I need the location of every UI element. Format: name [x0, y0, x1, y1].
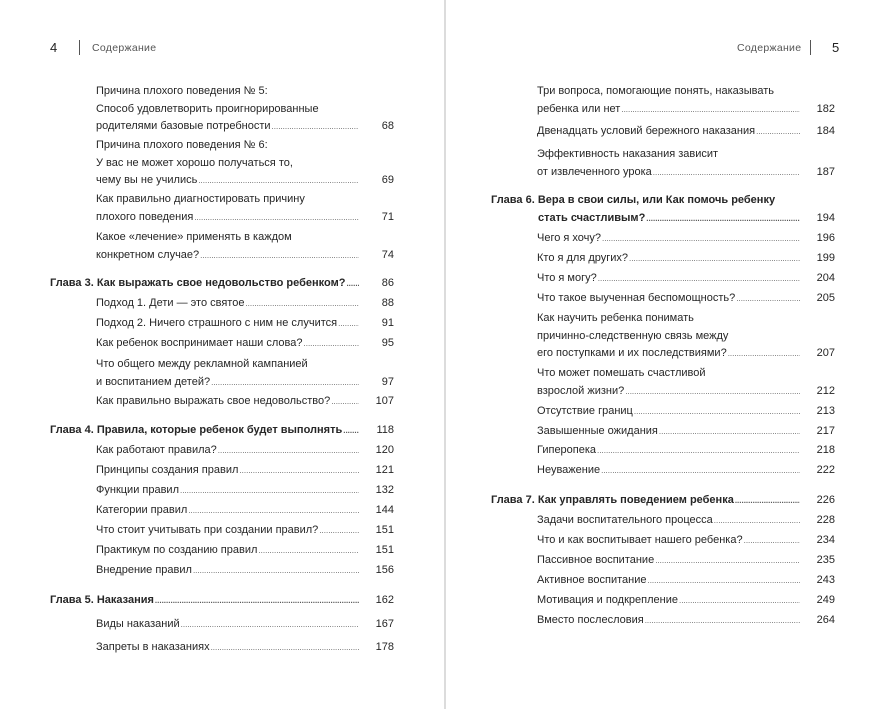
- toc-entry-text-line: плохого поведения: [96, 210, 194, 223]
- toc-entry-text-line: Активное воспитание: [537, 574, 647, 586]
- dot-leader: [180, 482, 359, 500]
- toc-entry-text-line: Отсутствие границ: [537, 405, 633, 417]
- toc-entry-text-line: Принципы создания правил: [96, 464, 239, 476]
- toc-entry-text-line: Что общего между рекламной кампанией: [96, 358, 308, 370]
- toc-chapter-entry: [491, 192, 835, 227]
- dot-leader: [736, 290, 800, 308]
- dot-leader: [629, 250, 800, 268]
- right-page-number: 5: [832, 40, 840, 55]
- toc-entry-text-line: его поступками и их последствиями?: [537, 347, 727, 359]
- dot-leader: [304, 335, 360, 353]
- toc-entry-text-line: Глава 5. Наказания: [50, 594, 154, 606]
- toc-section-entry: [537, 512, 835, 530]
- dot-leader: [728, 345, 800, 363]
- dot-leader: [598, 270, 800, 288]
- toc-page-number: 212: [816, 384, 835, 397]
- toc-section-entry: [537, 552, 835, 570]
- dot-leader: [621, 101, 800, 119]
- book-spine: [444, 0, 446, 709]
- toc-chapter-entry: [50, 275, 394, 293]
- toc-page-number: 91: [381, 317, 394, 329]
- toc-section-entry: [537, 230, 835, 248]
- dot-leader: [634, 403, 800, 421]
- toc-entry-text-line: Неуважение: [537, 464, 601, 476]
- dot-leader: [155, 592, 359, 610]
- right-running-header: Содержание: [737, 42, 802, 54]
- toc-page-number: 218: [816, 444, 835, 456]
- toc-section-entry: [96, 616, 394, 634]
- toc-section-entry: [537, 123, 835, 141]
- toc-entry-text-line: Глава 4. Правила, которые ребенок будет выполнять: [50, 424, 343, 436]
- toc-page-number: 74: [381, 248, 394, 261]
- toc-entry-text-line: Глава 7. Как управлять поведением ребенка: [491, 494, 734, 506]
- toc-entry-text-line: причинно-следственную связь между: [537, 329, 729, 342]
- toc-section-entry: [96, 137, 394, 190]
- toc-section-entry: [537, 83, 835, 118]
- right-header-divider: [810, 40, 811, 55]
- toc-page-number: 97: [381, 375, 394, 388]
- toc-entry-text-line: Как научить ребенка понимать: [537, 312, 694, 324]
- toc-entry-text-line: и воспитанием детей?: [96, 375, 211, 388]
- toc-page-number: 207: [816, 347, 835, 359]
- toc-section-entry: [537, 403, 835, 421]
- toc-page-number: 132: [375, 484, 394, 496]
- dot-leader: [653, 164, 800, 182]
- toc-entry-text-line: Что такое выученная беспомощность?: [537, 292, 736, 304]
- dot-leader: [343, 422, 359, 440]
- toc-page-number: 199: [816, 252, 835, 264]
- toc-entry-text-line: Как правильно выражать свое недовольство?: [96, 395, 331, 407]
- toc-entry-text-line: Практикум по созданию правил: [96, 544, 258, 556]
- dot-leader: [239, 462, 359, 480]
- toc-page-number: 107: [375, 395, 394, 407]
- dot-leader: [194, 209, 359, 227]
- dot-leader: [659, 423, 800, 441]
- dot-leader: [625, 383, 800, 401]
- toc-entry-text-line: Гиперопека: [537, 444, 597, 456]
- toc-section-entry: [96, 335, 394, 353]
- toc-section-entry: [537, 442, 835, 460]
- dot-leader: [756, 123, 800, 141]
- toc-page-number: 205: [816, 292, 835, 304]
- toc-entry-text-line: Двенадцать условий бережного наказания: [537, 125, 756, 137]
- dot-leader: [200, 247, 359, 265]
- toc-section-entry: [96, 542, 394, 560]
- toc-section-entry: [96, 502, 394, 520]
- toc-entry-text-line: стать счастливым?: [538, 211, 646, 224]
- toc-entry-text-line: от извлеченного урока: [537, 165, 652, 178]
- toc-page-number: 151: [375, 544, 394, 556]
- toc-section-entry: [537, 250, 835, 268]
- toc-entry-text-line: Кто я для других?: [537, 252, 629, 264]
- toc-entry-text-line: Мотивация и подкрепление: [537, 594, 678, 606]
- toc-entry-text-line: чему вы не учились: [96, 174, 198, 186]
- dot-leader: [331, 393, 359, 411]
- toc-section-entry: [96, 229, 394, 264]
- toc-chapter-entry: [50, 592, 394, 610]
- toc-page-number: 162: [375, 594, 394, 606]
- toc-page-number: 243: [816, 574, 835, 586]
- toc-section-entry: [96, 191, 394, 226]
- toc-section-entry: [537, 572, 835, 590]
- toc-section-entry: [96, 356, 394, 391]
- left-header-divider: [79, 40, 80, 55]
- toc-section-entry: [537, 462, 835, 480]
- dot-leader: [714, 512, 800, 530]
- toc-section-entry: [96, 295, 394, 313]
- toc-entry-text-line: Чего я хочу?: [537, 232, 602, 244]
- toc-page-number: 121: [375, 464, 394, 476]
- toc-entry-text-line: Как правильно диагностировать причину: [96, 193, 305, 205]
- toc-section-entry: [537, 423, 835, 441]
- toc-page-number: 167: [375, 618, 394, 630]
- toc-entry-text-line: Глава 6. Вера в свои силы, или Как помочь ребенку: [491, 194, 776, 206]
- toc-page-number: 196: [816, 232, 835, 244]
- toc-section-entry: [96, 462, 394, 480]
- toc-page-number: 71: [381, 210, 394, 223]
- toc-page-number: 194: [816, 211, 835, 224]
- toc-section-entry: [537, 592, 835, 610]
- toc-page-number: 226: [816, 494, 835, 506]
- dot-leader: [272, 118, 359, 136]
- toc-section-entry: [537, 270, 835, 288]
- dot-leader: [258, 542, 359, 560]
- dot-leader: [601, 462, 800, 480]
- toc-entry-text-line: Эффективность наказания зависит: [537, 148, 719, 160]
- toc-entry-text-line: Что я могу?: [537, 272, 597, 284]
- dot-leader: [198, 172, 359, 190]
- toc-section-entry: [96, 562, 394, 580]
- toc-entry-text-line: Запреты в наказаниях: [96, 641, 210, 653]
- toc-page-number: 86: [381, 277, 394, 289]
- toc-page-number: 217: [816, 425, 835, 437]
- dot-leader: [597, 442, 800, 460]
- toc-section-entry: [96, 482, 394, 500]
- toc-section-entry: [96, 83, 394, 136]
- toc-entry-text-line: ребенка или нет: [537, 102, 621, 115]
- toc-entry-text-line: Функции правил: [96, 484, 179, 496]
- toc-entry-text-line: Что и как воспитывает нашего ребенка?: [537, 534, 743, 546]
- dot-leader: [602, 230, 800, 248]
- dot-leader: [647, 572, 800, 590]
- toc-section-entry: [537, 146, 835, 181]
- toc-section-entry: [537, 290, 835, 308]
- toc-page-number: 95: [381, 337, 394, 349]
- dot-leader: [679, 592, 800, 610]
- toc-entry-text-line: Категории правил: [96, 504, 188, 516]
- toc-entry-text-line: Что может помешать счастливой: [537, 367, 706, 379]
- dot-leader: [338, 315, 359, 333]
- dot-leader: [193, 562, 359, 580]
- toc-page-number: 120: [375, 444, 394, 456]
- toc-entry-text-line: Завышенные ожидания: [537, 425, 658, 437]
- toc-page-number: 182: [816, 102, 835, 115]
- toc-entry-text-line: Причина плохого поведения № 6:: [96, 139, 268, 151]
- toc-entry-text-line: Как работают правила?: [96, 444, 217, 456]
- toc-section-entry: [96, 522, 394, 540]
- toc-entry-text-line: Вместо послесловия: [537, 614, 644, 626]
- toc-entry-text-line: Виды наказаний: [96, 618, 180, 630]
- dot-leader: [211, 639, 359, 657]
- toc-section-entry: [537, 532, 835, 550]
- toc-entry-text-line: Подход 1. Дети — это святое: [96, 297, 245, 309]
- toc-page-number: 151: [375, 524, 394, 536]
- dot-leader: [188, 502, 359, 520]
- dot-leader: [245, 295, 359, 313]
- toc-entry-text-line: Причина плохого поведения № 5:: [96, 85, 268, 97]
- dot-leader: [218, 442, 359, 460]
- dot-leader: [735, 492, 800, 510]
- toc-entry-text-line: родителями базовые потребности: [96, 120, 271, 132]
- toc-chapter-entry: [491, 492, 835, 510]
- dot-leader: [181, 616, 359, 634]
- toc-page-number: 228: [816, 514, 835, 526]
- toc-entry-text-line: Глава 3. Как выражать свое недовольство ребенком?: [50, 277, 346, 289]
- dot-leader: [744, 532, 800, 550]
- toc-entry-text-line: У вас не может хорошо получаться то,: [96, 156, 293, 169]
- toc-section-entry: [537, 310, 835, 363]
- toc-entry-text-line: взрослой жизни?: [537, 384, 625, 397]
- toc-page-number: 235: [816, 554, 835, 566]
- toc-page-number: 156: [375, 564, 394, 576]
- toc-section-entry: [537, 365, 835, 400]
- dot-leader: [319, 522, 359, 540]
- toc-page-number: 234: [816, 534, 835, 546]
- toc-entry-text-line: Внедрение правил: [96, 564, 192, 576]
- toc-section-entry: [537, 612, 835, 630]
- toc-page-number: 68: [381, 120, 394, 132]
- toc-section-entry: [96, 315, 394, 333]
- toc-entry-text-line: Три вопроса, помогающие понять, наказывать: [537, 85, 774, 97]
- toc-entry-text-line: Задачи воспитательного процесса: [537, 514, 713, 526]
- toc-page-number: 213: [816, 405, 835, 417]
- toc-page-number: 69: [381, 174, 394, 186]
- toc-page-number: 144: [375, 504, 394, 516]
- left-running-header: Содержание: [92, 42, 157, 54]
- toc-chapter-entry: [50, 422, 394, 440]
- toc-entry-text-line: конкретном случае?: [96, 248, 200, 261]
- toc-entry-text-line: Подход 2. Ничего страшного с ним не случится: [96, 317, 338, 329]
- toc-page-number: 118: [376, 424, 394, 436]
- toc-page-number: 204: [816, 272, 835, 284]
- toc-page-number: 222: [816, 464, 835, 476]
- toc-entry-text-line: Какое «лечение» применять в каждом: [96, 231, 292, 243]
- dot-leader: [346, 275, 359, 293]
- dot-leader: [645, 612, 800, 630]
- toc-page-number: 88: [381, 297, 394, 309]
- toc-page-number: 184: [816, 125, 835, 137]
- toc-entry-text-line: Что стоит учитывать при создании правил?: [96, 524, 319, 536]
- toc-entry-text-line: Пассивное воспитание: [537, 554, 655, 566]
- dot-leader: [646, 210, 800, 228]
- toc-page-number: 249: [816, 594, 835, 606]
- toc-page-number: 178: [375, 641, 394, 653]
- left-page-number: 4: [50, 40, 58, 55]
- toc-section-entry: [96, 639, 394, 657]
- toc-entry-text-line: Как ребенок воспринимает наши слова?: [96, 337, 303, 349]
- toc-section-entry: [96, 393, 394, 411]
- dot-leader: [211, 374, 359, 392]
- dot-leader: [655, 552, 800, 570]
- toc-entry-text-line: Способ удовлетворить проигнорированные: [96, 102, 319, 115]
- toc-page-number: 264: [816, 614, 835, 626]
- toc-page-number: 187: [816, 165, 835, 178]
- toc-section-entry: [96, 442, 394, 460]
